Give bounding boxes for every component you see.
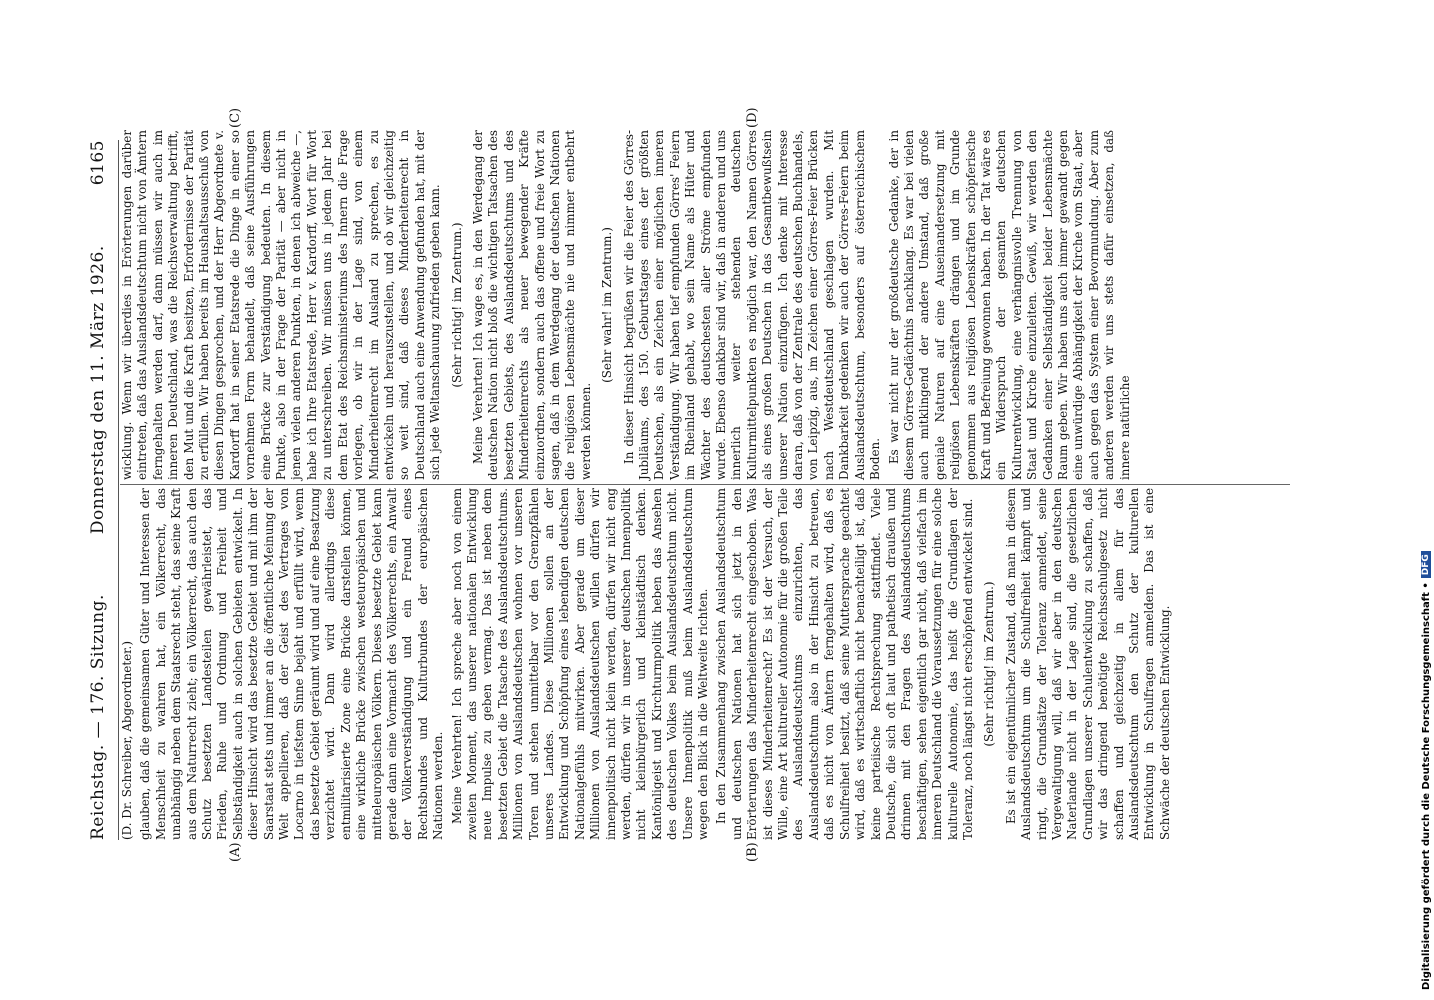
paragraph: glauben, daß die gemeinsamen Güter und Interessen der Menschheit zu wahren hat, ein Völkerrecht, das unabhängig neben dem Staatsrecht steht, das seine Kraft aus dem Naturrecht zieht; ein Völkerrecht, das auch den Schutz besetzten Landesteilen gewährleistet, das Frieden, Ruhe und Ordnung und Freiheit und Selbständigkeit auch in solchen Gebieten entwickelt. In dieser Hinsicht wird das besetzte Gebiet und mit ihm der Saarstaat stets und immer an die öffentliche Meinung der Welt appellieren, daß der Geist des Vertrages von Locarno in tiefstem Sinne bejaht und erfüllt wird, wenn das besetzte Gebiet geräumt wird und auf eine Besatzung verzichtet wird. Dann wird allerdings diese entmilitarisierte Zone eine Brücke darstellen können, eine wirkliche Brücke zwischen westeuropäischen und mitteleuropäischen Völkern. Dieses besetzte Gebiet kann gerade dann eine Vormacht des Völkerrechts, ein Anwalt der Völkerverständigung und ein Freund eines Rechtsbundes und Kulturbundes der europäischen Nationen werden.	[138, 488, 446, 840]
paragraph: In dieser Hinsicht begrüßen wir die Feier des Görres-Jubiläums, des 150. Geburtstages eines der größten Deutschen, als ein Zeichen einer möglichen inneren Verständigung. Wir haben tief empfunden Görres' Feiern im Rheinland gehabt, wo sein Name als Hüter und Wächter des deutschesten aller Ströme empfunden wurde. Ebenso dankbar sind wir, daß in anderen und uns innerlich weiter stehenden deutschen Kulturmittelpunkten es möglich war, den Namen Görres als eines großen Deutschen in das Gesamtbewußtsein unserer Nation einzufügen. Ich denke mit Interesse daran, daß von der Zentrale des deutschen Buchhandels, von Leipzig, aus, im Zeichen einer Görres-Feier Brücken nach Westdeutschland geschlagen wurden. Mit Dankbarkeit gedenken wir auch der Görres-Feiern beim Auslandsdeutschtum, besonders auf österreichischem Boden.	[621, 130, 883, 480]
dfg-logo: DFG	[1421, 551, 1431, 578]
page-header	[88, 140, 118, 840]
credit-text: Digitalisierung gefördert durch die Deutsche Forschungsgemeinschaft •	[1420, 582, 1432, 990]
header-rule	[118, 140, 119, 840]
header-left: Reichstag. — 176. Sitzung.	[88, 594, 108, 840]
paragraph: Meine Verehrten! Ich wage es, in den Werdegang der deutschen Nation nicht bloß die wichtigen Tatsachen des besetzten Gebiets, des Auslandsdeutschtums und des Minderheitenrechts als neuer bewegender Kräfte einzuordnen, sondern auch das offene und freie Wort zu sagen, daß in dem Werdegang der deutschen Nationen die religiösen Lebensmächte nie und nimmer entbehrt werden können.	[470, 130, 593, 480]
speaker-line: (D. Dr. Schreiber, Abgeordneter.)	[120, 641, 134, 840]
header-center: Donnerstag den 11. März 1926.	[88, 245, 108, 535]
interjection: (Sehr richtig! im Zentrum.)	[449, 222, 464, 388]
paragraph: Meine Verehrten! Ich spreche aber noch von einem zweiten Moment, das unserer nationalen Entwicklung neue Impulse zu geben vermag. Das ist neben dem besetzten Gebiet die Tatsache des Auslandsdeutschtums. Millionen von Auslandsdeutschen wohnen vor unseren Toren und stehen unmittelbar vor den Grenzpfählen unseres Landes. Diese Millionen sollen an der Entwicklung und Schöpfung eines lebendigen deutschen Nationalgefühls mitwirken. Aber gerade um dieser Millionen von Auslandsdeutschen willen dürfen wir innenpolitisch nicht klein werden, dürfen wir nicht eng werden, dürfen wir in unserer deutschen Innenpolitik nicht kleinbürgerlich und kleinstädtisch denken. Kantönligeist und Kirchturmpolitik heben das Ansehen des deutschen Volkes beim Auslandsdeutschtum nicht. Unsere Innenpolitik muß beim Auslandsdeutschtum wegen den Blick in die Weltweite richten.	[449, 488, 711, 840]
text-column-right	[120, 130, 1136, 480]
margin-marker-b: (B)	[745, 842, 760, 862]
column-divider	[120, 484, 1290, 485]
digitization-credit	[1418, 20, 1434, 990]
margin-marker-d: (D)	[745, 107, 760, 128]
margin-marker-c: (C)	[228, 107, 243, 128]
margin-marker-a: (A)	[228, 842, 243, 862]
paragraph: In den Zusammenhang zwischen Auslandsdeutschtum und deutschen Nationen hat sich jetzt in den Erörterungen das Minderheitenrecht eingeschoben. Was ist dieses Minderheitenrecht? Es ist der Versuch, der Wille, eine Art kultureller Autonomie für die großen Teile des Auslandsdeutschtums einzurichten, das Auslandsdeutschtum also in der Hinsicht zu betreuen, daß es nicht von Ämtern ferngehalten wird, daß es Schulfreiheit besitzt, daß seine Muttersprache geachtet wird, daß es wirtschaftlich nicht benachteiligt ist, daß keine parteiische Rechtsprechung stattfindet. Viele Deutsche, die sich oft laut und pathetisch draußen und drinnen mit den Fragen des Auslandsdeutschtums beschäftigen, sehen eigentlich gar nicht, daß vielfach im inneren Deutschland die Voraussetzungen für eine solche kulturelle Autonomie, das heißt die Grundlagen der Toleranz, noch längst nicht erschöpfend entwickelt sind.	[714, 488, 975, 840]
interjection: (Sehr richtig! im Zentrum.)	[982, 581, 997, 747]
paragraph: wicklung. Wenn wir überdies in Erörterungen darüber eintreten, daß das Auslandsdeutschtum nicht von Ämtern ferngehalten werden darf, dann müssen wir auch im inneren Deutschland, was die Reichsverwaltung betrifft, den Mut und die Kraft besitzen, Erfordernisse der Parität zu erfüllen. Wir haben bereits im Haushaltsausschuß von diesen Dingen gesprochen, und der Herr Abgeordnete v. Kardorff hat in seiner Etatsrede die Dinge in einer so vornehmen Form behandelt, daß seine Ausführungen eine Brücke zur Verständigung bedeuten. In diesem Punkte, also in der Frage der Parität — aber nicht in jenen vielen anderen Punkten, in denen ich abweiche —, habe ich Ihre Etatsrede, Herr v. Kardorff, Wort für Wort zu unterschreiben. Wir müssen uns in jedem Jahr bei dem Etat des Reichsministeriums des Innern die Frage vorlegen, ob wir in der Lage sind, von einem Minderheitenrecht im Ausland zu sprechen, es zu entwickeln und herauszustellen, und ob wir gleichzeitig so weit sind, daß dieses Minderheitenrecht in Deutschland auch eine Anwendung gefunden hat, mit der sich jede Weltanschauung zufrieden geben kann.	[120, 130, 443, 480]
page-number: 6165	[88, 140, 108, 186]
paragraph: Es ist ein eigentümlicher Zustand, daß man in diesem Auslandsdeutschtum um die Schulfreiheit kämpft und ringt, die Grundsätze der Toleranz anmeldet, seine Vergewaltigung will, daß wir aber in den deutschen Naterlande nicht in der Lage sind, die gesetzlichen Grundlagen unserer Schulentwicklung zu schaffen, daß wir das dringend benötigte Reichsschulgesetz nicht schaffen und gleichzeitig in allem für das Auslandsdeutschtum den Schutz der kulturellen Entwicklung in Schulfragen anmelden. Das ist eine Schwäche der deutschen Entwicklung.	[1003, 488, 1172, 840]
paragraph: Es war nicht nur der großdeutsche Gedanke, der in diesem Görres-Gedächtnis nachklang. Es war bei vielen auch mitklingend der andere Umstand, daß große geniale Naturen auf eine Auseinandersetzung mit religiösen Lebenskräften drängen und im Grunde genommen aus religiösen Lebenskräften schöpferische Kraft und Befreiung gewonnen haben. In der Tat wäre es ein Widerspruch der gesamten deutschen Kulturentwicklung, eine verhängnisvolle Trennung von Staat und Kirche einzuleiten. Gewiß, wir werden den Gedanken einer Selbständigkeit beider Lebensmächte Raum geben. Wir haben uns auch immer gewandt gegen eine unwürdige Abhängigkeit der Kirche vom Staat, aber auch gegen das System einer Bevormundung. Aber zum anderen werden wir uns stets dafür einsetzen, daß innere natürliche	[886, 130, 1132, 480]
interjection: (Sehr wahr! im Zentrum.)	[600, 227, 615, 383]
text-column-left	[120, 488, 1176, 840]
